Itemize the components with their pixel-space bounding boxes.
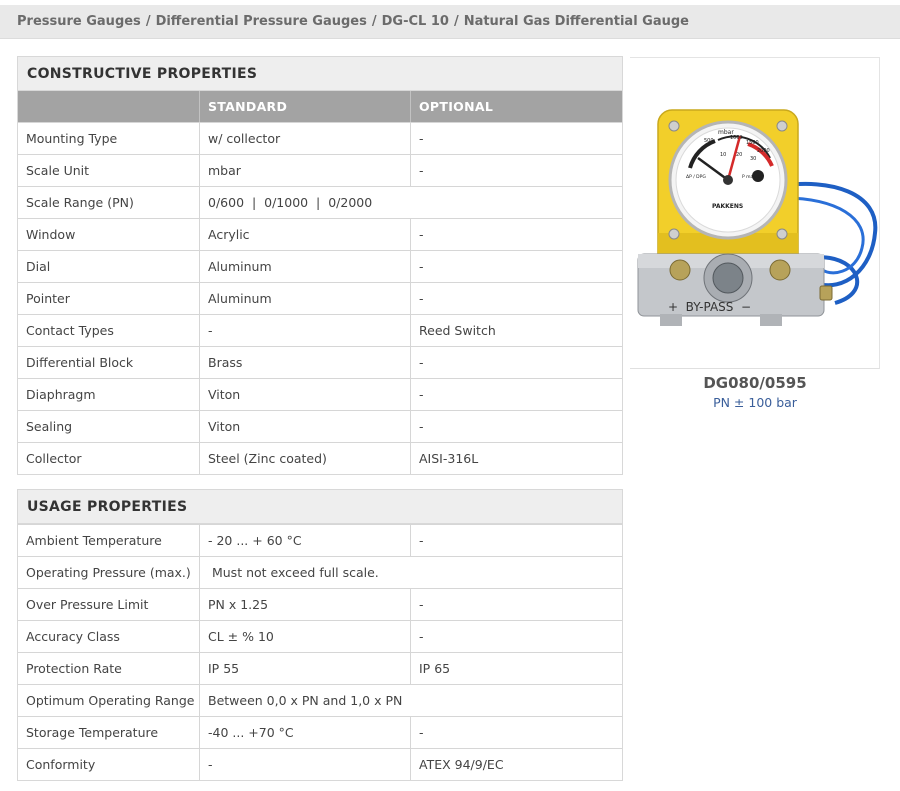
row-optional: IP 65 bbox=[411, 653, 622, 684]
row-optional: ATEX 94/9/EC bbox=[411, 749, 622, 780]
dial-tick: 10 bbox=[720, 152, 727, 158]
row-optional: - bbox=[411, 283, 622, 314]
dial-tick: 500 bbox=[704, 138, 714, 144]
row-label: Over Pressure Limit bbox=[18, 589, 200, 620]
table-row bbox=[18, 378, 622, 410]
table-row bbox=[18, 684, 622, 716]
row-label: Sealing bbox=[18, 411, 200, 442]
row-standard: IP 55 bbox=[200, 653, 411, 684]
row-standard: Steel (Zinc coated) bbox=[200, 443, 411, 474]
row-optional: - bbox=[411, 717, 622, 748]
row-label: Contact Types bbox=[18, 315, 200, 346]
row-optional: - bbox=[411, 411, 622, 442]
row-optional: - bbox=[411, 621, 622, 652]
table-row bbox=[18, 442, 622, 474]
dial-tick: 1500 bbox=[746, 140, 759, 146]
row-label: Dial bbox=[18, 251, 200, 282]
row-standard: - 20 ... + 60 °C bbox=[200, 525, 411, 556]
breadcrumb-separator: / bbox=[453, 14, 459, 29]
breadcrumb-separator: / bbox=[371, 14, 377, 29]
breadcrumb bbox=[0, 5, 900, 39]
table-row bbox=[18, 410, 622, 442]
row-optional: - bbox=[411, 347, 622, 378]
row-standard: - bbox=[200, 749, 411, 780]
row-label: Diaphragm bbox=[18, 379, 200, 410]
breadcrumb-item-differential-pressure-gauges[interactable]: Differential Pressure Gauges bbox=[155, 14, 367, 29]
table-row bbox=[18, 154, 622, 186]
header-optional: OPTIONAL bbox=[419, 99, 494, 114]
row-standard: Viton bbox=[200, 411, 411, 442]
table-row bbox=[18, 346, 622, 378]
row-label: Scale Unit bbox=[18, 155, 200, 186]
row-standard: Aluminum bbox=[200, 251, 411, 282]
row-label: Storage Temperature bbox=[18, 717, 200, 748]
row-optional: - bbox=[411, 525, 622, 556]
table-row bbox=[18, 620, 622, 652]
table-row bbox=[18, 218, 622, 250]
row-standard: CL ± % 10 bbox=[200, 621, 411, 652]
constructive-properties-title: CONSTRUCTIVE PROPERTIES bbox=[18, 57, 622, 91]
row-optional: - bbox=[411, 219, 622, 250]
row-label: Conformity bbox=[18, 749, 200, 780]
table-row bbox=[18, 122, 622, 154]
row-standard: Acrylic bbox=[200, 219, 411, 250]
row-label: Operating Pressure (max.) bbox=[18, 557, 200, 588]
row-standard: PN x 1.25 bbox=[200, 589, 411, 620]
row-standard: w/ collector bbox=[200, 123, 411, 154]
header-standard: STANDARD bbox=[200, 91, 411, 122]
row-optional: - bbox=[411, 251, 622, 282]
row-label: Protection Rate bbox=[18, 653, 200, 684]
row-standard: Viton bbox=[200, 379, 411, 410]
row-label: Window bbox=[18, 219, 200, 250]
product-subtitle: PN ± 100 bar bbox=[713, 395, 797, 410]
table-row bbox=[18, 524, 622, 556]
table-row bbox=[18, 716, 622, 748]
row-optional: - bbox=[411, 123, 622, 154]
product-image[interactable] bbox=[630, 58, 880, 370]
breadcrumb-separator: / bbox=[145, 14, 151, 29]
row-optional: - bbox=[411, 589, 622, 620]
row-standard: mbar bbox=[200, 155, 411, 186]
breadcrumb-item-current: Natural Gas Differential Gauge bbox=[463, 14, 690, 29]
breadcrumb-item-dg-cl-10[interactable]: DG-CL 10 bbox=[381, 14, 449, 29]
row-standard: Must not exceed full scale. bbox=[200, 557, 622, 588]
dial-tick: 2000 bbox=[757, 148, 770, 154]
table-row bbox=[18, 588, 622, 620]
table-row bbox=[18, 282, 622, 314]
row-optional: - bbox=[411, 155, 622, 186]
row-standard: - bbox=[200, 315, 411, 346]
dial-unit: mbar bbox=[718, 129, 734, 136]
header-empty bbox=[18, 91, 200, 122]
table-row bbox=[18, 556, 622, 588]
dial-tick: 30 bbox=[750, 156, 757, 162]
product-name[interactable]: DG080/0595 bbox=[703, 374, 807, 392]
brand-logo: PAKKENS bbox=[712, 203, 744, 210]
usage-properties-title: USAGE PROPERTIES bbox=[18, 490, 622, 524]
dial-tick: 1000 bbox=[730, 135, 743, 141]
constructive-header-row bbox=[18, 91, 622, 122]
row-optional: - bbox=[411, 379, 622, 410]
row-optional: Reed Switch bbox=[411, 315, 622, 346]
row-standard: -40 ... +70 °C bbox=[200, 717, 411, 748]
table-row bbox=[18, 314, 622, 346]
constructive-properties-table bbox=[17, 56, 623, 475]
block-marking: + BY-PASS − bbox=[668, 300, 752, 314]
table-row bbox=[18, 250, 622, 282]
row-label: Differential Block bbox=[18, 347, 200, 378]
usage-properties-table bbox=[17, 489, 623, 781]
table-row bbox=[18, 748, 622, 780]
dial-label-left: ΔP / DPG bbox=[686, 175, 706, 180]
row-standard: Aluminum bbox=[200, 283, 411, 314]
row-label: Pointer bbox=[18, 283, 200, 314]
table-row bbox=[18, 652, 622, 684]
row-label: Optimum Operating Range bbox=[18, 685, 200, 716]
row-optional: AISI-316L bbox=[411, 443, 622, 474]
row-label: Scale Range (PN) bbox=[18, 187, 200, 218]
row-label: Ambient Temperature bbox=[18, 525, 200, 556]
dial-label-right: P max 10 bbox=[742, 175, 764, 180]
product-image-frame[interactable] bbox=[630, 57, 880, 369]
row-label: Collector bbox=[18, 443, 200, 474]
row-label: Mounting Type bbox=[18, 123, 200, 154]
row-label: Accuracy Class bbox=[18, 621, 200, 652]
row-standard: 0/600 | 0/1000 | 0/2000 bbox=[200, 187, 622, 218]
breadcrumb-item-pressure-gauges[interactable]: Pressure Gauges bbox=[17, 14, 141, 29]
row-standard: Brass bbox=[200, 347, 411, 378]
row-standard: Between 0,0 x PN and 1,0 x PN bbox=[200, 685, 622, 716]
dial-tick: 20 bbox=[736, 152, 743, 158]
table-row bbox=[18, 186, 622, 218]
